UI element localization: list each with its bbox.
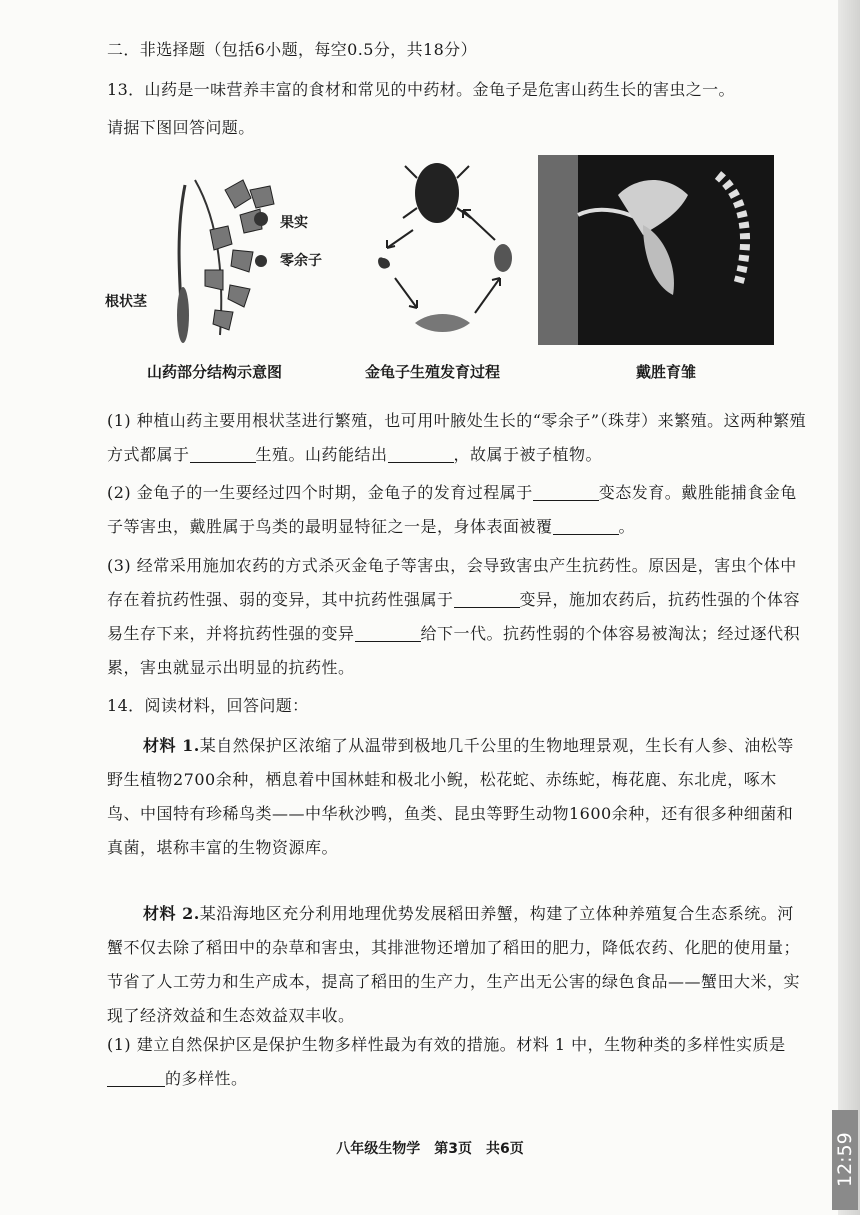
q13-part1: (1) 种植山药主要用根状茎进行繁殖，也可用叶腋处生长的“零余子”（珠芽）来繁殖。这两种繁殖方式都属于 生殖。山药能结出 ，故属于被子植物。 [107,411,807,464]
q14-part1: (1) 建立自然保护区是保护生物多样性最为有效的措施。材料 1 中，生物种类的多样性实质是的多样性。 [107,1035,786,1088]
answer-blank[interactable] [553,516,619,535]
q13-intro-line2: 请据下图回答问题。 [107,118,255,137]
clock-overlay: 12:59 [832,1110,858,1210]
q14-intro: 14．阅读材料，回答问题： [107,696,309,715]
answer-blank[interactable] [190,444,256,463]
label-rhizome: 根状茎 [105,294,147,310]
section-header: 二．非选择题（包括6小题，每空0.5分，共18分） [107,40,477,59]
page-edge-shadow [838,0,860,1215]
answer-blank[interactable] [388,444,454,463]
q14-material2: 材料 2.某沿海地区充分利用地理优势发展稻田养蟹，构建了立体种养殖复合生态系统。河蟹不仅去除了稻田中的杂草和害虫，其排泄物还增加了稻田的肥力，降低农药、化肥的使用量；节省了人工劳力和生产成本，提高了稻田的生产力，生产出无公害的绿色食品——蟹田大米，实现了经济效益和生态效益双丰收。 [107,904,801,1025]
q13-intro-line1: 13．山药是一味营养丰富的食材和常见的中药材。金龟子是危害山药生长的害虫之一。 [107,80,735,99]
answer-blank[interactable] [107,1068,165,1087]
q14-material1: 材料 1.某自然保护区浓缩了从温带到极地几千公里的生物地理景观，生长有人参、油松等野生植物2700余种，栖息着中国林蛙和极北小鲵，松花蛇、赤练蛇，梅花鹿、东北虎，啄木鸟、中国特有珍稀鸟类——中华秋沙鸭，鱼类、昆虫等野生动物1600余种，还有很多种细菌和真菌，堪称丰富的生物资源库。 [107,736,794,857]
answer-blank[interactable] [454,589,520,608]
answer-blank[interactable] [355,623,421,642]
answer-blank[interactable] [533,482,599,501]
caption-yam: 山药部分结构示意图 [147,363,283,381]
caption-beetle: 金龟子生殖发育过程 [365,363,501,381]
q13-part3: (3) 经常采用施加农药的方式杀灭金龟子等害虫，会导致害虫产生抗药性。原因是，害虫个体中存在着抗药性强、弱的变异，其中抗药性强属于 变异，施加农药后，抗药性强的个体容易生存下来，并将抗药性强的变异 给下一代。抗药性弱的个体容易被淘汰；经过逐代积累，害虫就显示出明显的抗药性。 [107,556,801,677]
hoopoe-photo [538,155,774,345]
q13-part2: (2) 金龟子的一生要经过四个时期，金龟子的发育过程属于 变态发育。戴胜能捕食金龟子等害虫，戴胜属于鸟类的最明显特征之一是，身体表面被覆 。 [107,483,797,536]
page-footer: 八年级生物学 第3页 共6页 [336,1141,524,1157]
yam-structure-figure [155,175,290,350]
label-fruit: 果实 [280,215,308,231]
caption-hoopoe: 戴胜育雏 [636,363,697,381]
label-bulbil: 零余子 [280,253,322,269]
beetle-lifecycle-figure [355,148,525,348]
